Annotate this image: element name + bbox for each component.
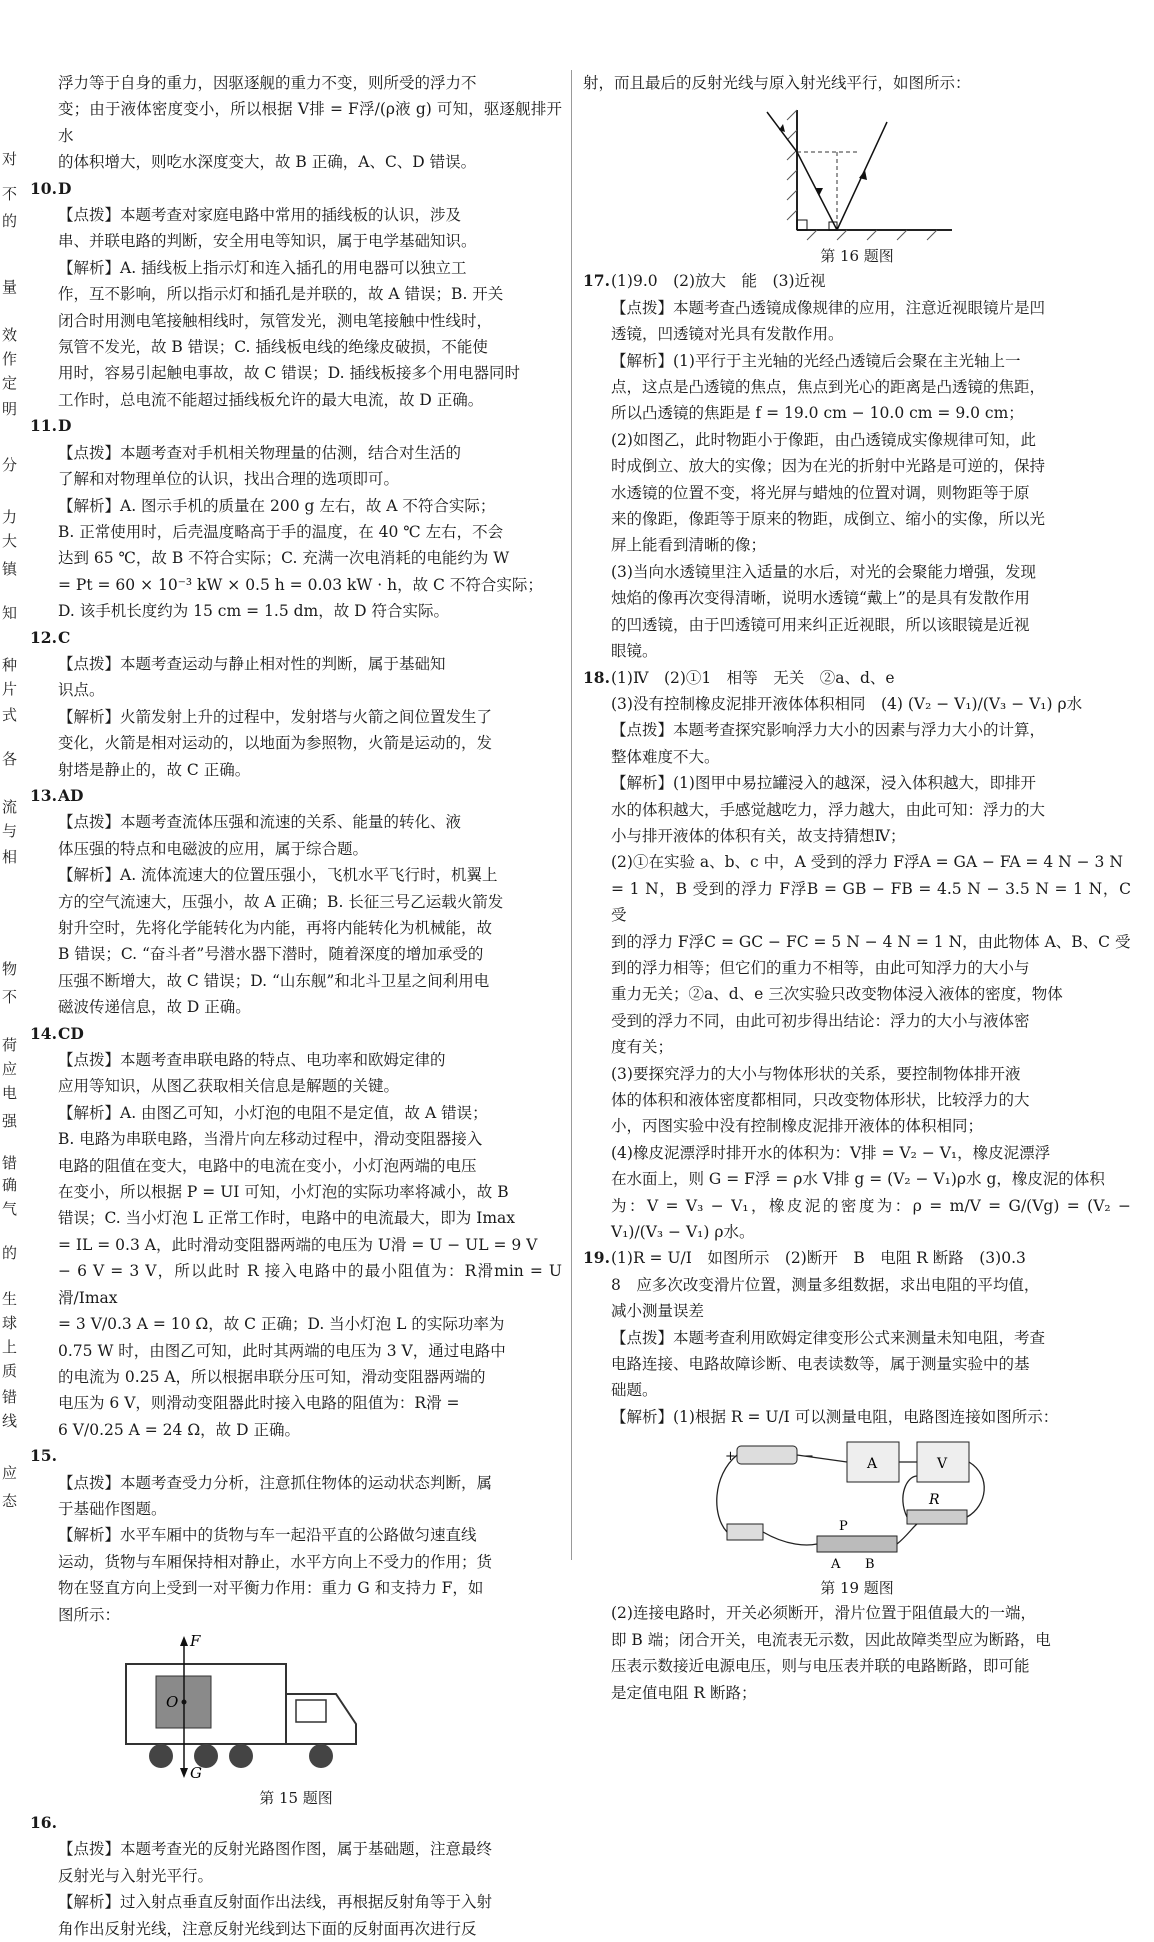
text-line: B. 正常使用时，后壳温度略高于手的温度，在 40 ℃ 左右，不会: [58, 522, 504, 541]
margin-char: 应: [2, 1464, 18, 1482]
text-line: 【点拨】本题考查对家庭电路中常用的插线板的认识，涉及: [58, 206, 462, 225]
margin-char: 电: [2, 1084, 18, 1102]
answer: CD: [58, 1023, 84, 1043]
text-line: 闭合时用测电笔接触相线时，氖管发光，测电笔接触中性线时，: [58, 311, 493, 330]
margin-char: 大: [2, 532, 18, 550]
text-line: 电路连接、电路故障诊断、电表读数等，属于测量实验中的基: [611, 1355, 1030, 1374]
left-column: [30, 70, 562, 1942]
question-19-head: [583, 1245, 1131, 1271]
text-line: 眼镜。: [611, 642, 658, 661]
margin-char: 各: [2, 750, 18, 768]
text-line: 受到的浮力不同，由此可初步得出结论：浮力的大小与液体密: [611, 1011, 1030, 1030]
text-line: 电路的阻值在变大，电路中的电流在变小，小灯泡两端的电压: [58, 1156, 477, 1175]
question-14-head: [30, 1021, 562, 1047]
text-line: (2)如图乙，此时物距小于像距，由凸透镜成实像规律可知，此: [611, 430, 1036, 449]
text-line: 所以凸透镜的焦距是 f = 19.0 cm − 10.0 cm = 9.0 cm；: [611, 404, 1024, 423]
text-line: 磁波传递信息，故 D 正确。: [58, 998, 251, 1017]
text-line: 反射光与入射光平行。: [58, 1866, 214, 1885]
text-line: 【点拨】本题考查凸透镜成像规律的应用，注意近视眼镜片是凹: [611, 298, 1046, 317]
margin-char: 生: [2, 1290, 18, 1308]
margin-char: 应: [2, 1060, 18, 1078]
answer: C: [58, 627, 71, 647]
margin-char: 质: [2, 1362, 18, 1380]
text-line: 【点拨】本题考查流体压强和流速的关系、能量的转化、液: [58, 813, 462, 832]
margin-char: 荷: [2, 1036, 18, 1054]
question-15-body: [30, 1470, 562, 1628]
text-line: 方的空气流速大，压强小，故 A 正确；B. 长征三号乙运载火箭发: [58, 892, 504, 911]
text-line: (3)要探究浮力的大小与物体形状的关系，要控制物体排开液: [611, 1064, 1021, 1083]
text-line: 0.75 W 时，由图乙可知，此时其两端的电压为 3 V，通过电路中: [58, 1341, 506, 1360]
margin-char: 量: [2, 278, 18, 296]
cab-window: [296, 1700, 326, 1722]
question-number: 17.: [583, 271, 610, 291]
answer: D: [58, 416, 72, 436]
text-line: 【解析】过入射点垂直反射面作出法线，再根据反射角等于入射: [58, 1893, 493, 1912]
text-line: (4)橡皮泥漂浮时排开水的体积为：V排 = V₂ − V₁，橡皮泥漂浮: [611, 1143, 1051, 1162]
question-16-body: [30, 1836, 562, 1942]
margin-char: 不: [2, 185, 18, 203]
rheostat: [817, 1536, 897, 1552]
text-line: = 1 N，B 受到的浮力 F浮B = GB − FB = 4.5 N − 3.5 N = 1 N，C 受: [611, 879, 1131, 925]
text-line: 于基础作图题。: [58, 1499, 167, 1518]
question-18-head: [583, 665, 1131, 691]
left-margin-strip: [0, 0, 22, 1632]
text-line: 为：V = V₃ − V₁，橡皮泥的密度为：ρ = m/V = G/(Vg) = (V₂ − V₁)/(V₃ − V₁) ρ水。: [611, 1196, 1131, 1242]
question-number: 14.: [30, 1023, 57, 1043]
slider-label-P: P: [839, 1519, 848, 1535]
text-line: 变化，火箭是相对运动的，以地面为参照物，火箭是运动的，发: [58, 734, 493, 753]
margin-char: 分: [2, 456, 18, 474]
margin-char: 强: [2, 1112, 18, 1130]
circuit-diagram: [707, 1436, 1007, 1574]
text-line: 【解析】A. 图示手机的质量在 200 g 左右，故 A 不符合实际；: [58, 496, 496, 515]
answer: D: [58, 178, 72, 198]
question-10-head: [30, 176, 562, 202]
text-line: 到的浮力 F浮C = GC − FC = 5 N − 4 N = 1 N，由此物体 A、B、C 受: [611, 932, 1131, 951]
text-line: 水的体积越大，手感觉越吃力，浮力越大，由此可知：浮力的大: [611, 800, 1046, 819]
text-line: 工作时，总电流不能超过插线板允许的最大电流，故 D 正确。: [58, 390, 484, 409]
right-angle-mark: [797, 220, 807, 230]
text-line: 【点拨】本题考查运动与静止相对性的判断，属于基础知: [58, 654, 446, 673]
margin-char: 物: [2, 960, 18, 978]
text-line: (2)连接电路时，开关必须断开，滑片位置于阻值最大的一端，: [611, 1604, 1036, 1623]
text-line: 减小测量误差: [611, 1302, 705, 1321]
right-column: [583, 70, 1131, 1706]
text-line: 的体积增大，则吃水深度变大，故 B 正确，A、C、D 错误。: [58, 153, 477, 172]
text-line: 【点拨】本题考查对手机相关物理量的估测，结合对生活的: [58, 443, 462, 462]
text-line: (3)没有控制橡皮泥排开液体体积相同 (4) (V₂ − V₁)/(V₃ − V₁) ρ水: [611, 694, 1083, 713]
text-line: 体压强的特点和电磁波的应用，属于综合题。: [58, 839, 369, 858]
answer: (1)R = U/I 如图所示 (2)断开 B 电阻 R 断路 (3)0.3: [611, 1249, 1026, 1268]
text-line: 是定值电阻 R 断路；: [611, 1683, 757, 1702]
text-line: 识点。: [58, 681, 105, 700]
question-13-body: [30, 809, 562, 1020]
question-19-after: [583, 1600, 1131, 1706]
text-line: 射塔是静止的，故 C 正确。: [58, 760, 251, 779]
wheel: [149, 1744, 173, 1768]
text-line: D. 该手机长度约为 15 cm = 1.5 dm，故 D 符合实际。: [58, 602, 450, 621]
label-G: G: [190, 1763, 202, 1782]
margin-char: 球: [2, 1314, 18, 1332]
voltmeter-label: V: [937, 1456, 948, 1473]
question-18-body: [583, 691, 1131, 1246]
text-line: B 错误；C. “奋斗者”号潜水器下潜时，随着深度的增加承受的: [58, 945, 484, 964]
margin-char: 作: [2, 350, 18, 368]
question-15-head: [30, 1443, 562, 1469]
margin-char: 知: [2, 604, 18, 622]
text-line: 用时，容易引起触电事故，故 C 错误；D. 插线板接多个用电器同时: [58, 364, 520, 383]
switch: [727, 1524, 763, 1540]
answer: (1)Ⅳ (2)①1 相等 无关 ②a、d、e: [611, 668, 895, 687]
margin-char: 片: [2, 680, 18, 698]
text-line: 图所示：: [58, 1605, 121, 1624]
question-17-head: [583, 268, 1131, 294]
answer: (1)9.0 (2)放大 能 (3)近视: [611, 272, 826, 291]
text-line: 础题。: [611, 1381, 658, 1400]
arrowhead: [180, 1636, 188, 1646]
text-line: 作，互不影响，所以指示灯和插孔是并联的，故 A 错误；B. 开关: [58, 285, 504, 304]
text-line: 角作出反射光线，注意反射光线到达下面的反射面再次进行反: [58, 1919, 477, 1938]
arrowhead: [815, 188, 823, 196]
text-line: 应用等知识，从图乙获取相关信息是解题的关键。: [58, 1077, 400, 1096]
margin-char: 定: [2, 374, 18, 392]
margin-char: 错: [2, 1154, 18, 1172]
text-line: 【解析】A. 插线板上指示灯和连入插孔的用电器可以独立工: [58, 258, 467, 277]
margin-char: 明: [2, 400, 18, 418]
question-number: 19.: [583, 1248, 610, 1268]
ammeter-label: A: [867, 1456, 878, 1473]
text-line: 浮力等于自身的重力，因驱逐舰的重力不变，则所受的浮力不: [58, 74, 477, 92]
rheostat-end-A: A: [831, 1557, 841, 1573]
margin-char: 流: [2, 798, 18, 816]
text-line: B. 电路为串联电路，当滑片向左移动过程中，滑动变阻器接入: [58, 1130, 483, 1149]
rheostat-end-B: B: [865, 1557, 875, 1573]
text-line: 点，这点是凸透镜的焦点，焦点到光心的距离是凸透镜的焦距，: [611, 378, 1046, 397]
text-line: = Pt = 60 × 10⁻³ kW × 0.5 h = 0.03 kW · h，故 C 不符合实际；: [58, 575, 543, 594]
margin-char: 镇: [2, 560, 18, 578]
text-line: 【解析】(1)平行于主光轴的光经凸透镜后会聚在主光轴上一: [611, 351, 1021, 370]
point-O: [182, 1699, 187, 1704]
question-number: 13.: [30, 785, 57, 805]
text-line: 【点拨】本题考查串联电路的特点、电功率和欧姆定律的: [58, 1051, 446, 1070]
text-line: 运动，货物与车厢保持相对静止，水平方向上不受力的作用；货: [58, 1552, 493, 1571]
text-line: 【解析】A. 由图乙可知，小灯泡的电阻不是定值，故 A 错误；: [58, 1103, 488, 1122]
text-line: 的电流为 0.25 A，所以根据串联分压可知，滑动变阻器两端的: [58, 1367, 486, 1386]
text-line: 串、并联电路的判断，安全用电等知识，属于电学基础知识。: [58, 232, 477, 251]
text-line: 射，而且最后的反射光线与原入射光线平行，如图所示：: [583, 74, 971, 92]
text-line: 烛焰的像再次变得清晰，说明水透镜“戴上”的是具有发散作用: [611, 589, 1030, 608]
text-line: 了解和对物理单位的认识，找出合理的选项即可。: [58, 470, 400, 489]
text-line: 射升空时，先将化学能转化为内能，再将内能转化为机械能，故: [58, 919, 493, 937]
question-17-body: [583, 295, 1131, 665]
text-line: 变；由于液体密度变小，所以根据 V排 = F浮/(ρ液 g) 可知，驱逐舰排开水: [58, 100, 562, 145]
margin-char: 力: [2, 508, 18, 526]
text-line: 来的像距，像距等于原来的物距，成倒立、缩小的实像，所以光: [611, 510, 1046, 529]
figure-16-reflection: [757, 102, 957, 242]
figure-19-circuit: [707, 1436, 1007, 1574]
text-line: 【解析】A. 流体流速大的位置压强小，飞机水平飞行时，机翼上: [58, 866, 498, 885]
battery-plus: +: [725, 1449, 736, 1465]
text-line: 压强不断增大，故 C 错误；D. “山东舰”和北斗卫星之间利用电: [58, 971, 490, 990]
text-line: = IL = 0.3 A，此时滑动变阻器两端的电压为 U滑 = U − UL = 9 V: [58, 1235, 538, 1254]
text-line: 【解析】(1)根据 R = U/I 可以测量电阻，电路图连接如图所示：: [611, 1407, 1059, 1426]
margin-char: 错: [2, 1388, 18, 1406]
figure-19-caption: 第 19 题图: [820, 1579, 894, 1598]
answer: AD: [58, 785, 84, 805]
text-line: 错误；C. 当小灯泡 L 正常工作时，电路中的电流最大，即为 Imax: [58, 1209, 516, 1228]
question-12-body: [30, 651, 562, 783]
question-number: 11.: [30, 416, 57, 436]
question-number: 18.: [583, 667, 610, 687]
text-line: 的凹透镜，由于凹透镜可用来纠正近视眼，所以该眼镜是近视: [611, 615, 1030, 634]
margin-char: 不: [2, 988, 18, 1006]
question-14-body: [30, 1047, 562, 1443]
resistor-label: R: [929, 1492, 940, 1509]
text-line: − 6 V = 3 V，所以此时 R 接入电路中的最小阻值为：R滑min = U滑/Imax: [58, 1262, 562, 1307]
margin-char: 确: [2, 1176, 18, 1194]
text-line: 【点拨】本题考查受力分析，注意抓住物体的运动状态判断，属: [58, 1473, 493, 1492]
truck-diagram: [106, 1634, 486, 1784]
text-line: 小与排开液体的体积有关，故支持猜想Ⅳ；: [611, 826, 906, 845]
text-line: 屏上能看到清晰的像；: [611, 536, 767, 555]
text-line: 【点拨】本题考查探究影响浮力大小的因素与浮力大小的计算，: [611, 721, 1046, 740]
text-line: (2)①在实验 a、b、c 中，A 受到的浮力 F浮A = GA − FA = 4 N − 3 N: [611, 853, 1123, 872]
text-line: 6 V/0.25 A = 24 Ω，故 D 正确。: [58, 1420, 300, 1439]
wheel: [309, 1744, 333, 1768]
figure-16-caption: 第 16 题图: [820, 247, 894, 266]
margin-char: 式: [2, 706, 18, 724]
text-line: 【解析】水平车厢中的货物与车一起沿平直的公路做匀速直线: [58, 1526, 477, 1545]
battery-minus: −: [803, 1449, 814, 1465]
incident-ray: [767, 112, 797, 152]
label-F: F: [190, 1633, 201, 1650]
text-line: 电压为 6 V，则滑动变阻器此时接入电路的阻值为：R滑 =: [58, 1394, 460, 1413]
battery: [737, 1446, 797, 1464]
text-line: 体的体积和液体密度都相同，只改变物体形状，比较浮力的大: [611, 1091, 1030, 1109]
text-line: 达到 65 ℃，故 B 不符合实际；C. 充满一次电消耗的电能约为 W: [58, 549, 510, 568]
text-line: 到的浮力相等；但它们的重力不相等，由此可知浮力的大小与: [611, 958, 1030, 977]
text-line: 【解析】火箭发射上升的过程中，发射塔与火箭之间位置发生了: [58, 707, 493, 726]
text-line: 在水面上，则 G = F浮 = ρ水 V排 g = (V₂ − V₁)ρ水 g，橡皮泥的体积: [611, 1170, 1105, 1189]
margin-char: 与: [2, 822, 18, 840]
margin-char: 对: [2, 150, 18, 168]
text-line: 度有关；: [611, 1038, 674, 1057]
text-line: = 3 V/0.3 A = 10 Ω，故 C 正确；D. 当小灯泡 L 的实际功率为: [58, 1315, 505, 1334]
question-16-head: [30, 1810, 562, 1836]
resistor: [907, 1510, 967, 1524]
margin-char: 相: [2, 848, 18, 866]
margin-char: 种: [2, 656, 18, 674]
question-10-body: [30, 202, 562, 413]
question-number: 15.: [30, 1446, 57, 1466]
text-line: 水透镜的位置不变，将光屏与蜡烛的位置对调，则物距等于原: [611, 483, 1030, 502]
text-line: 即 B 端；闭合开关，电流表无示数，因此故障类型应为断路，电: [611, 1630, 1051, 1649]
question-number: 10.: [30, 178, 57, 198]
label-O: O: [166, 1692, 179, 1711]
text-line: 【点拨】本题考查利用欧姆定律变形公式来测量未知电阻，考查: [611, 1328, 1046, 1347]
text-line: 8 应多次改变滑片位置，测量多组数据，求出电阻的平均值，: [611, 1275, 1040, 1294]
arrowhead: [180, 1768, 188, 1778]
text-line: 整体难度不大。: [611, 747, 720, 766]
question-12-head: [30, 625, 562, 651]
margin-char: 的: [2, 212, 18, 230]
text-line: 【点拨】本题考查光的反射光路图作图，属于基础题，注意最终: [58, 1840, 493, 1859]
question-13-head: [30, 783, 562, 809]
text-line: 重力无关；②a、d、e 三次实验只改变物体浸入液体的密度，物体: [611, 985, 1063, 1004]
text-line: (3)当向水透镜里注入适量的水后，对光的会聚能力增强，发现: [611, 562, 1036, 581]
margin-char: 效: [2, 326, 18, 344]
margin-char: 线: [2, 1412, 18, 1430]
question-number: 12.: [30, 627, 57, 647]
reflection-diagram: [757, 102, 957, 242]
text-line: 压表示数接近电源电压，则与电压表并联的电路断路，即可能: [611, 1657, 1030, 1676]
text-line: 时成倒立、放大的实像；因为在光的折射中光路是可逆的，保持: [611, 457, 1046, 476]
figure-15-truck: [106, 1634, 486, 1784]
question-number: 16.: [30, 1812, 57, 1832]
text-line: 氖管不发光，故 B 错误；C. 插线板电线的绝缘皮破损，不能使: [58, 338, 488, 357]
margin-char: 气: [2, 1200, 18, 1218]
question-11-body: [30, 440, 562, 625]
column-divider: [571, 70, 572, 1560]
text-line: 透镜，凹透镜对光具有发散作用。: [611, 325, 844, 344]
margin-char: 上: [2, 1338, 18, 1356]
question-19-body: [583, 1272, 1131, 1430]
question-11-head: [30, 413, 562, 439]
margin-char: 的: [2, 1244, 18, 1262]
text-line: 物在竖直方向上受到一对平衡力作用：重力 G 和支持力 F，如: [58, 1579, 484, 1598]
text-line: 小，丙图实验中没有控制橡皮泥排开液体的体积相同；: [611, 1117, 984, 1136]
figure-15-caption: 第 15 题图: [259, 1788, 333, 1807]
margin-char: 态: [2, 1492, 18, 1510]
text-line: 在变小，所以根据 P = UI 可知，小灯泡的实际功率将减小，故 B: [58, 1183, 509, 1202]
text-line: 【解析】(1)图甲中易拉罐浸入的越深，浸入体积越大，即排开: [611, 774, 1036, 793]
wheel: [229, 1744, 253, 1768]
